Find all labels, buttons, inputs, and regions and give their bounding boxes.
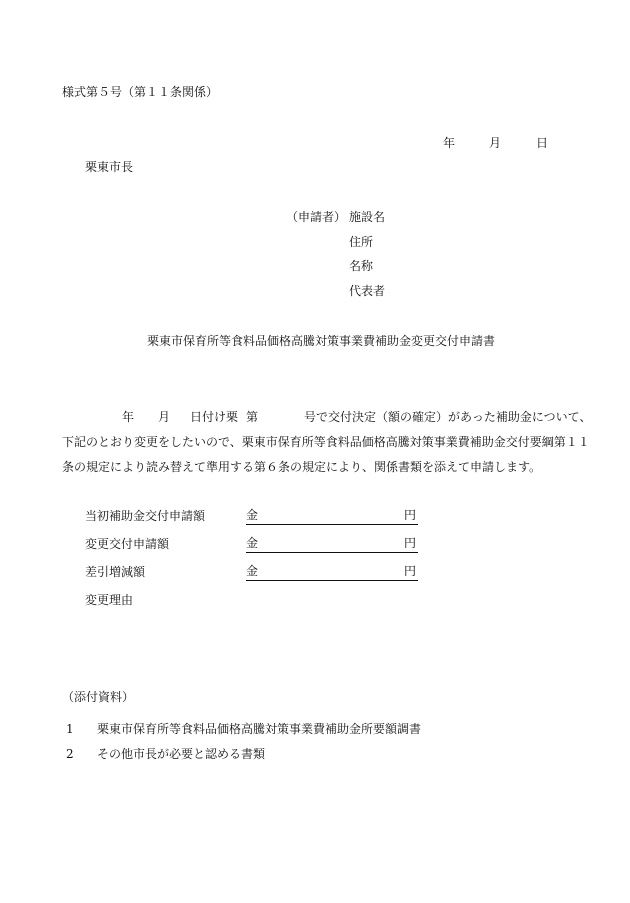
form-number: 様式第５号（第１１条関係） [62, 85, 219, 99]
attachment-text: その他市長が必要と認める書類 [97, 747, 266, 761]
amount-prefix: 金 [246, 536, 259, 550]
body-line-1-rest: 号で交付決定（額の確定）があった補助金について、 [304, 410, 592, 424]
amount-field [246, 564, 418, 581]
body-line-2: 下記のとおり変更をしたいので、栗東市保育所等食料品価格高騰対策事業費補助金交付要綱第１１ [62, 435, 590, 449]
applicant-address: 住所 [349, 235, 374, 249]
amount-suffix: 円 [403, 508, 416, 522]
attachments-heading: （添付資料） [62, 690, 135, 704]
amount-prefix: 金 [246, 508, 259, 522]
amount-suffix: 円 [403, 536, 416, 550]
body-month: 月 [158, 410, 171, 424]
addressee: 栗東市長 [85, 160, 134, 174]
attachment-number: 1 [66, 722, 74, 736]
applicant-name: 名称 [349, 259, 374, 273]
body-year: 年 [122, 410, 135, 424]
date-year: 年 [443, 136, 456, 150]
amount-label: 差引増減額 [85, 565, 146, 579]
body-line-3: 条の規定により読み替えて準用する第６条の規定により、関係書類を添えて申請します。 [62, 460, 542, 474]
document-title: 栗東市保育所等食料品価格高騰対策事業費補助金変更交付申請書 [147, 334, 496, 348]
body-dai: 第 [246, 410, 259, 424]
amount-prefix: 金 [246, 564, 259, 578]
body-day-ritto: 日付け栗 [190, 410, 239, 424]
applicant-facility-name: 施設名 [349, 210, 386, 224]
attachment-number: 2 [66, 747, 74, 761]
date-day: 日 [536, 136, 549, 150]
date-month: 月 [489, 136, 502, 150]
attachment-text: 栗東市保育所等食料品価格高騰対策事業費補助金所要額調書 [97, 722, 422, 736]
amount-field [246, 536, 418, 553]
amount-suffix: 円 [403, 564, 416, 578]
amount-field [246, 508, 418, 525]
applicant-label: （申請者） [286, 210, 347, 224]
amount-label: 変更交付申請額 [85, 537, 170, 551]
change-reason-label: 変更理由 [85, 593, 134, 607]
applicant-representative: 代表者 [349, 284, 386, 298]
amount-label: 当初補助金交付申請額 [85, 509, 206, 523]
